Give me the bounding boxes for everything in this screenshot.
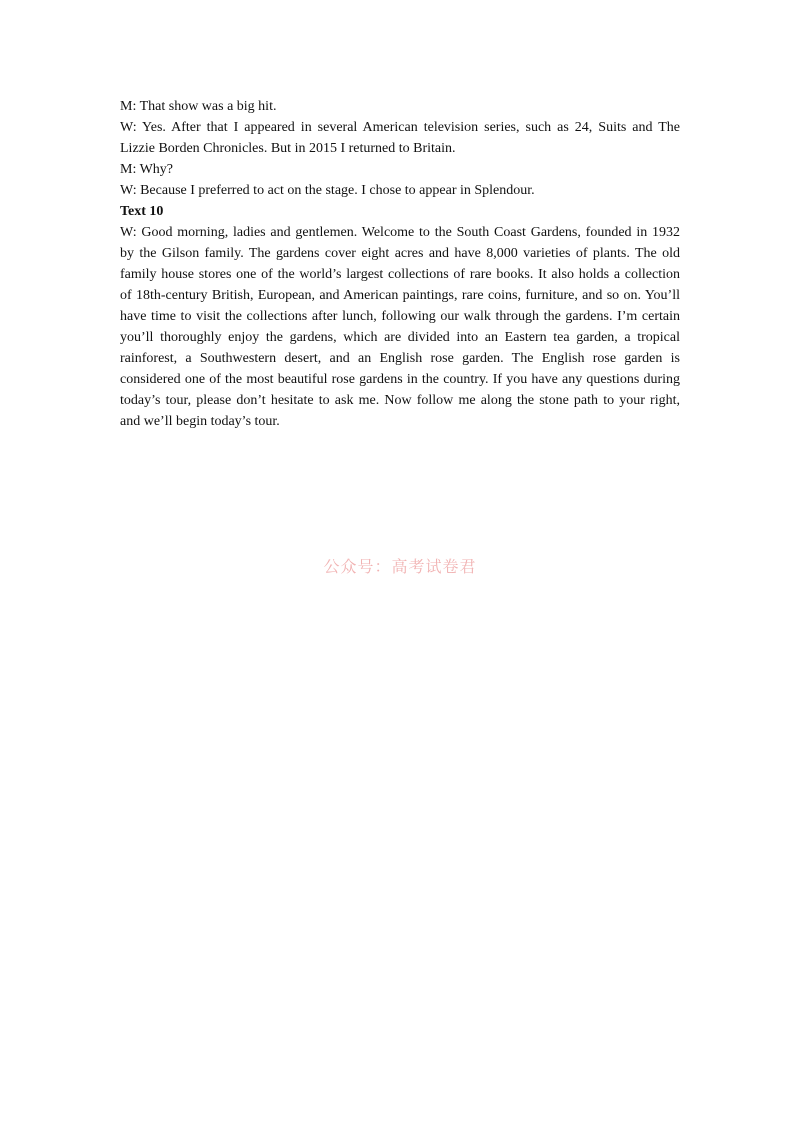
monologue-line: W: Good morning, ladies and gentlemen. Welcome to the South Coast Gardens, founded in 1932: [120, 225, 680, 240]
monologue-line: you’ll thoroughly enjoy the gardens, which are divided into an Eastern tea garden, a tropical: [120, 330, 680, 345]
monologue-line: and we’ll begin today’s tour.: [120, 414, 280, 429]
dialogue-line: M: Why?: [120, 162, 174, 177]
monologue-line: of 18th-century British, European, and American paintings, rare coins, furniture, and so on. You’ll: [120, 288, 680, 303]
section-heading: Text 10: [120, 204, 164, 219]
dialogue-line: W: Because I preferred to act on the stage. I chose to appear in Splendour.: [120, 183, 535, 198]
dialogue-line: M: That show was a big hit.: [120, 99, 277, 114]
monologue-line: by the Gilson family. The gardens cover eight acres and have 8,000 varieties of plants. The old: [120, 246, 680, 261]
monologue-line: family house stores one of the world’s largest collections of rare books. It also holds a collection: [120, 267, 680, 282]
watermark-text: 公众号：高考试卷君: [323, 557, 477, 576]
monologue-line: today’s tour, please don’t hesitate to ask me. Now follow me along the stone path to your right,: [120, 393, 680, 408]
dialogue-line: W: Yes. After that I appeared in several American television series, such as 24, Suits and The: [120, 120, 680, 135]
monologue-line: considered one of the most beautiful rose gardens in the country. If you have any questions during: [120, 372, 680, 387]
monologue-line: rainforest, a Southwestern desert, and an English rose garden. The English rose garden is: [120, 351, 680, 366]
monologue-line: have time to visit the collections after lunch, following our walk through the gardens. I’m certain: [120, 309, 680, 324]
dialogue-line: Lizzie Borden Chronicles. But in 2015 I returned to Britain.: [120, 141, 456, 156]
document-page: [120, 96, 680, 432]
